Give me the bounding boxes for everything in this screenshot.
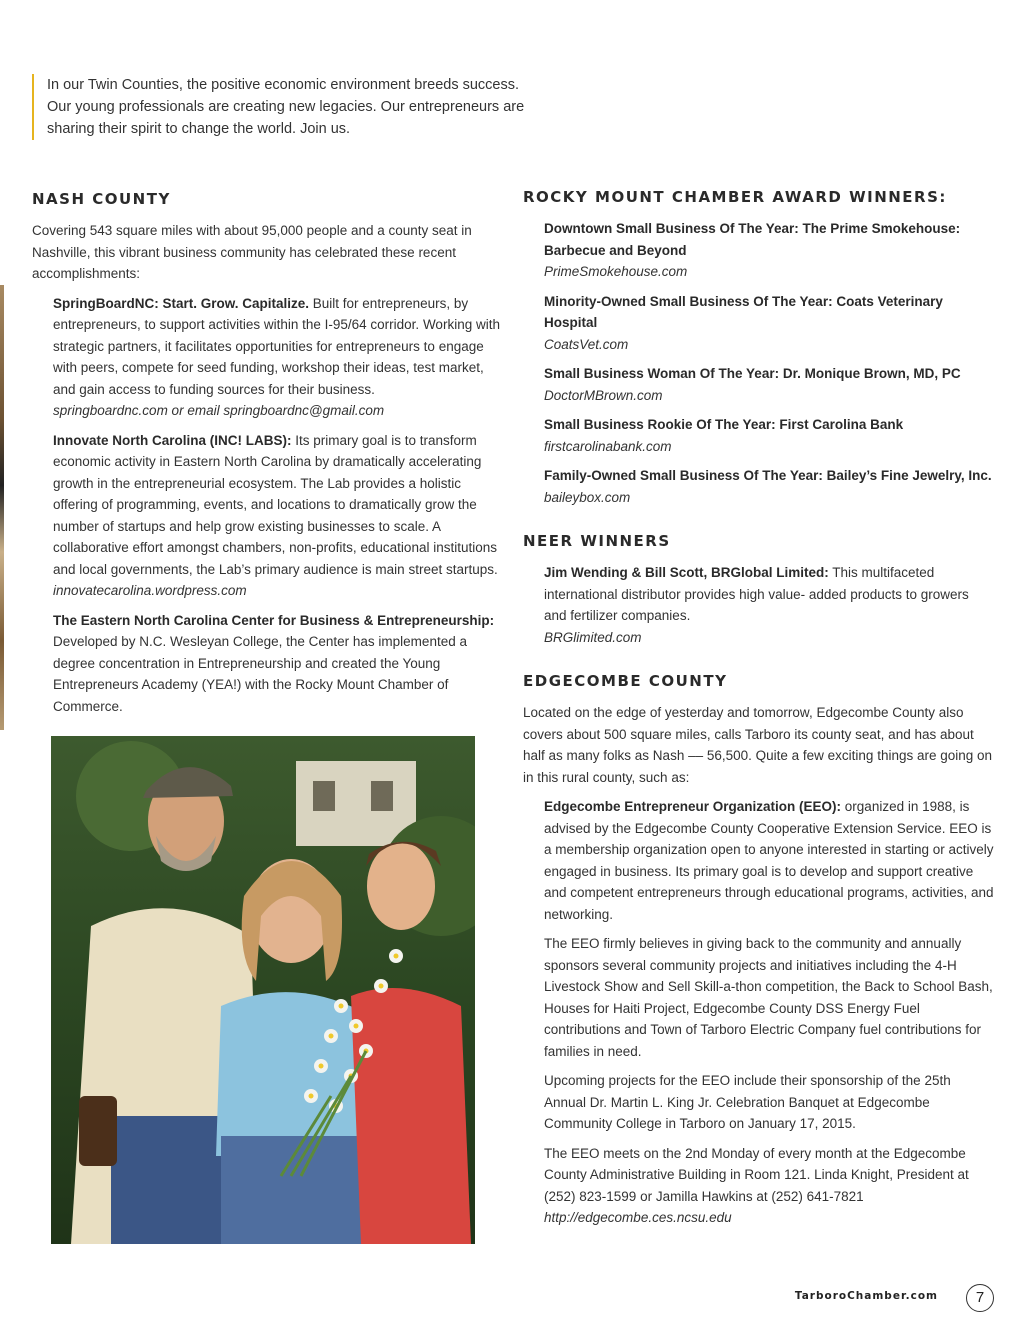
award-url[interactable]: PrimeSmokehouse.com — [544, 264, 688, 279]
neer-heading: NEER WINNERS — [523, 532, 671, 550]
nash-entry-springboard — [53, 293, 502, 422]
edgecombe-paragraph: Upcoming projects for the EEO include their sponsorship of the 25th Annual Dr. Martin L. King Jr. Celebration Banquet at Edgecombe Community College in Tarboro on January 17, 2015. — [544, 1073, 951, 1131]
entry-body: Built for entrepreneurs, by entrepreneurs, to support activities within the I-95/64 corridor. Working with strategic partners, it facilitates opportunities for entrepreneurs to engage with peers, compete for seed funding, workshop their ideas, test market, and gain access to funding sources for their business. — [53, 295, 500, 397]
entry-body: This multifaceted international distributor provides high value- added products to growers and fertilizer companies. — [544, 565, 969, 623]
award-name: Small Business Rookie Of The Year: First Carolina Bank — [544, 417, 904, 432]
award-item — [544, 363, 995, 406]
edgecombe-paragraph — [544, 1143, 995, 1229]
award-item — [544, 414, 995, 457]
award-item — [544, 291, 995, 356]
entry-title: Edgecombe Entrepreneur Organization (EEO): — [544, 799, 842, 814]
entry-body: Developed by N.C. Wesleyan College, the Center has implemented a degree concentration in Entrepreneurship and created the Young Entrepreneurs Academy (YEA!) with the Rocky Mount Chamber of Commerce. — [53, 634, 467, 714]
award-url[interactable]: CoatsVet.com — [544, 336, 629, 352]
edgecombe-paragraph: The EEO firmly believes in giving back to the community and annually sponsors several community projects and initiatives including the 4-H Livestock Show and Sell Skill-a-thon competition, the Back to School Bash, Houses for Haiti Project, Edgecombe County DSS Energy Fuel contributions and Town of Tarboro Electric Company fuel contributions for families in need. — [544, 936, 993, 1059]
intro-quote: In our Twin Counties, the positive economic environment breeds success. Our young professionals are creating new legacies. Our entrepreneurs are sharing their spirit to change the world. Join us. — [32, 74, 527, 140]
edgecombe-lede: Located on the edge of yesterday and tomorrow, Edgecombe County also covers about 500 square miles, calls Tarboro its county seat, and has about half as many folks as Nash –– 56,500. Quite a few exciting things are going on in this rural county, such as: — [523, 705, 993, 785]
entry-title: The Eastern North Carolina Center for Business & Entrepreneurship: — [53, 612, 495, 628]
award-url[interactable]: DoctorMBrown.com — [544, 387, 663, 403]
entry-body: organized in 1988, is advised by the Edgecombe County Cooperative Extension Service. EEO is a membership organization open to anyone interested in starting or actively engaged in business. Its primary goal is to develop and support creative and competent entrepreneurs through educational programs, activities, and networking. — [544, 799, 994, 922]
entry-body: Its primary goal is to transform economic activity in Eastern North Carolina by dramatically accelerating growth in the entrepreneurial ecosystem. The Lab provides a holistic offering of programming, events, and locations to dramatically grow the number of startups and help grow existing businesses to scale. A collaborative effort amongst chambers, non-profits, educational institutions and local governments, the Lab’s primary audience is main street startups. — [53, 432, 498, 577]
award-name: Downtown Small Business Of The Year: The Prime Smokehouse: Barbecue and Beyond — [544, 221, 961, 258]
award-item — [544, 465, 995, 508]
award-name: Small Business Woman Of The Year: Dr. Monique Brown, MD, PC — [544, 366, 961, 381]
award-url[interactable]: baileybox.com — [544, 489, 631, 505]
page-number: 7 — [966, 1284, 994, 1312]
entry-title: Innovate North Carolina (INC! LABS): — [53, 432, 292, 448]
footer-website[interactable]: TarboroChamber.com — [794, 1290, 938, 1302]
nash-entry-enc-center — [53, 610, 502, 718]
award-name: Family-Owned Small Business Of The Year: Bailey’s Fine Jewelry, Inc. — [544, 468, 992, 483]
nash-county-heading: NASH COUNTY — [32, 190, 171, 208]
nash-county-section — [32, 190, 502, 725]
edgecombe-url[interactable]: http://edgecombe.ces.ncsu.edu — [544, 1210, 732, 1225]
awards-heading: ROCKY MOUNT CHAMBER AWARD WINNERS: — [523, 188, 947, 206]
meeting-info: The EEO meets on the 2nd Monday of every month at the Edgecombe County Administrative Building in Room 121. Linda Knight, President at (252) 823-1599 or Jamilla Hawkins at (252) 641-7821 — [544, 1145, 969, 1204]
award-name: Minority-Owned Small Business Of The Year: Coats Veterinary Hospital — [544, 293, 943, 330]
right-column — [523, 188, 995, 1237]
page-edge-image-strip — [0, 285, 4, 730]
edgecombe-eeo-entry — [544, 796, 995, 925]
award-url[interactable]: firstcarolinabank.com — [544, 438, 672, 454]
entry-title: Jim Wending & Bill Scott, BRGlobal Limited: — [544, 565, 829, 580]
neer-entry — [544, 562, 995, 648]
nash-county-lede: Covering 543 square miles with about 95,000 people and a county seat in Nashville, this vibrant business community has celebrated these recent accomplishments: — [32, 223, 472, 281]
entry-url[interactable]: springboardnc.com or email springboardnc@gmail.com — [53, 403, 385, 418]
entry-title: SpringBoardNC: Start. Grow. Capitalize. — [53, 295, 310, 311]
entry-url[interactable]: BRGlimited.com — [544, 629, 642, 645]
entry-url[interactable]: innovatecarolina.wordpress.com — [53, 583, 247, 598]
nash-entry-innovate — [53, 430, 502, 602]
edgecombe-heading: EDGECOMBE COUNTY — [523, 672, 728, 690]
family-photo — [51, 736, 475, 1244]
award-item — [544, 218, 995, 283]
